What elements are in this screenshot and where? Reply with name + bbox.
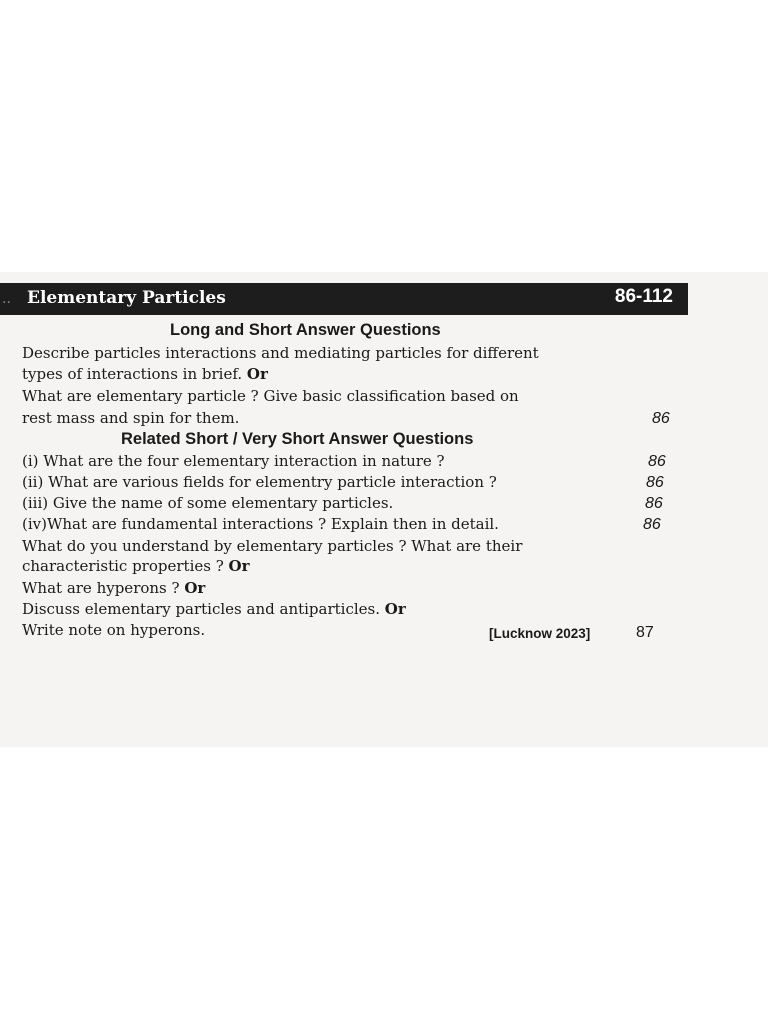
chapter-page-range: 86-112: [614, 286, 673, 307]
question-6-text: What are hyperons ?: [22, 579, 180, 597]
question-6: [22, 578, 205, 598]
section-heading-long-short: Long and Short Answer Questions: [170, 321, 441, 339]
question-7: [22, 599, 406, 619]
list-item-page: 86: [645, 495, 663, 512]
question-5-line-1: What do you understand by elementary particles ? What are their: [22, 537, 523, 555]
question-1-line-2: [22, 364, 268, 384]
list-item: (iii) Give the name of some elementary particles.: [22, 494, 394, 512]
page-number: 87: [636, 624, 654, 641]
list-item-page: 86: [648, 453, 666, 470]
or-label: Or: [184, 579, 206, 597]
list-item: (i) What are the four elementary interaction in nature ?: [22, 452, 445, 470]
page-number: 86: [652, 410, 670, 427]
question-1-line-1: Describe particles interactions and mediating particles for different: [22, 344, 539, 362]
question-1-text: types of interactions in brief.: [22, 365, 243, 383]
question-2-line-1: What are elementary particle ? Give basic classification based on: [22, 387, 519, 405]
chapter-title: Elementary Particles: [27, 288, 226, 308]
list-item: (iv)What are fundamental interactions ? Explain then in detail.: [22, 515, 499, 533]
list-item-page: 86: [643, 516, 661, 533]
or-label: Or: [246, 365, 268, 383]
section-heading-related: Related Short / Very Short Answer Questions: [121, 430, 474, 448]
question-8: Write note on hyperons.: [22, 621, 206, 639]
list-item-page: 86: [646, 474, 664, 491]
or-label: Or: [228, 557, 250, 575]
list-item: (ii) What are various fields for elementry particle interaction ?: [22, 473, 497, 491]
question-7-text: Discuss elementary particles and antiparticles.: [22, 600, 381, 618]
question-5-text: characteristic properties ?: [22, 557, 224, 575]
question-2-line-2: rest mass and spin for them.: [22, 409, 240, 427]
or-label: Or: [384, 600, 406, 618]
question-5-line-2: [22, 556, 250, 576]
header-marker: ..: [2, 291, 11, 307]
exam-reference: [Lucknow 2023]: [489, 626, 591, 641]
